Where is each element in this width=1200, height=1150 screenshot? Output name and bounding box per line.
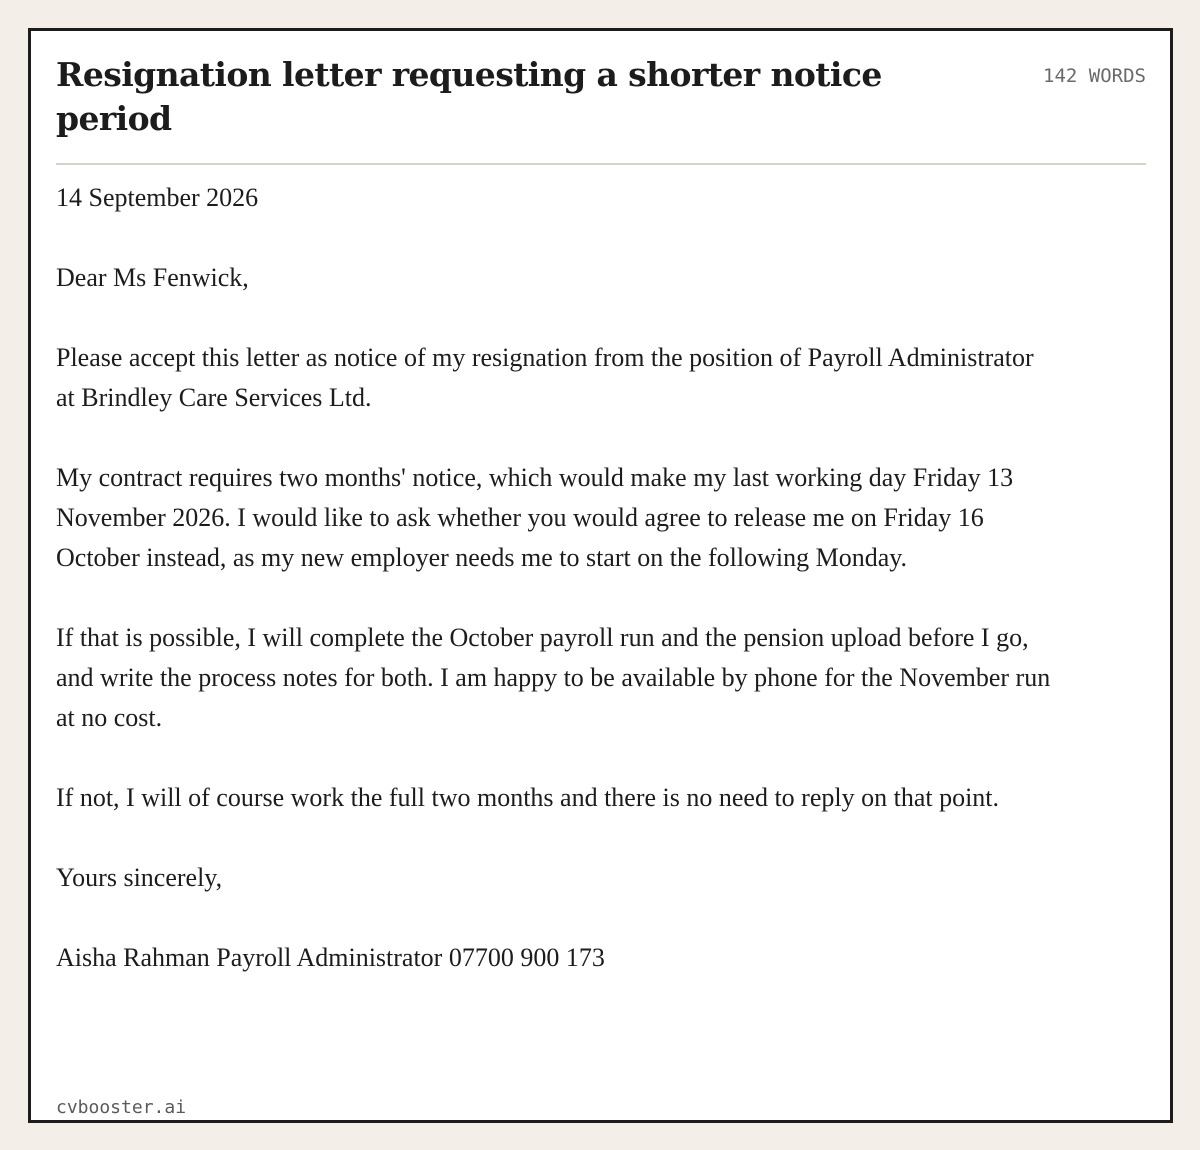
letter-header [56, 51, 1146, 165]
letter-salutation: Dear Ms Fenwick, [56, 263, 249, 292]
letter-paragraph: If that is possible, I will complete the October payroll run and the pension upload before I go, and write the process notes for both. I am happy to be available by phone for the November run at no cost. [56, 623, 1051, 732]
letter-signature: Aisha Rahman Payroll Administrator 07700 900 173 [56, 943, 605, 972]
letter-closing: Yours sincerely, [56, 863, 223, 892]
word-count-badge: 142 WORDS [1043, 65, 1146, 87]
letter-paragraph: My contract requires two months' notice, which would make my last working day Friday 13 November 2026. I would like to ask whether you would agree to release me on Friday 16 October instead, as my new employer needs me to start on the following Monday. [56, 463, 1014, 572]
letter-card [28, 28, 1173, 1123]
brand-footer: cvbooster.ai [56, 1097, 187, 1118]
letter-paragraph: Please accept this letter as notice of my resignation from the position of Payroll Administrator at Brindley Care Services Ltd. [56, 343, 1034, 412]
letter-body [56, 178, 1056, 978]
page-title: Resignation letter requesting a shorter notice period [56, 55, 882, 138]
letter-paragraph: If not, I will of course work the full two months and there is no need to reply on that point. [56, 783, 1000, 812]
letter-date: 14 September 2026 [56, 183, 259, 212]
